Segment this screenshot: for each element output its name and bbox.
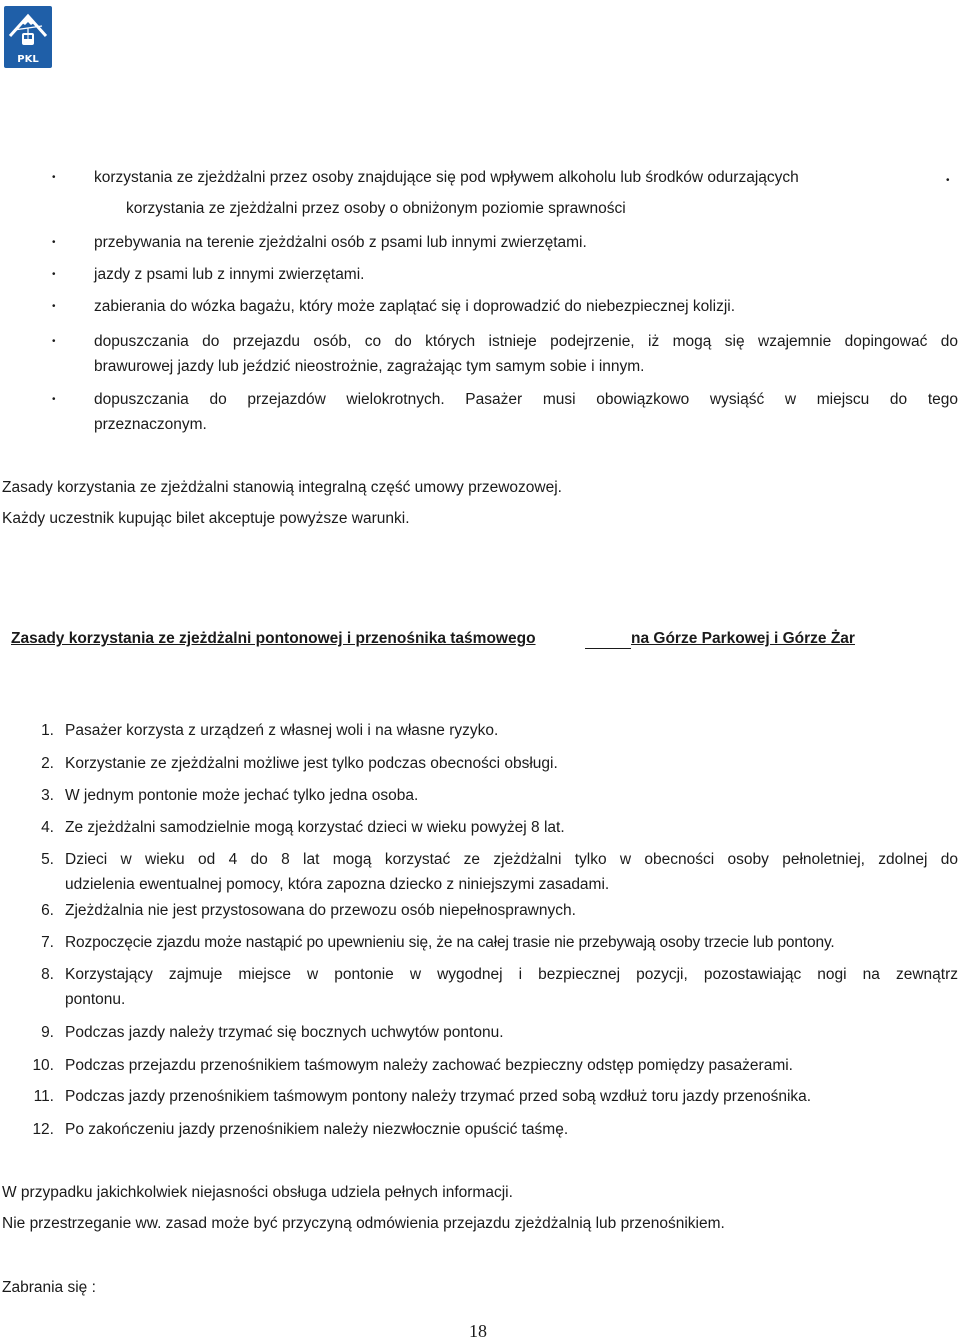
rule-number: 8. (41, 966, 54, 983)
rule-number: 7. (41, 934, 54, 951)
bullet-marker: • (52, 394, 56, 405)
rule-number: 11. (33, 1088, 54, 1105)
bullet-item: przebywania na terenie zjeżdżalni osób z psami lub innymi zwierzętami. (94, 234, 587, 251)
summary-line: Każdy uczestnik kupując bilet akceptuje powyższe warunki. (2, 510, 410, 527)
rule-text: Po zakończeniu jazdy przenośnikiem należy niezwłocznie opuścić taśmę. (65, 1121, 569, 1138)
title-underline-gap (585, 648, 631, 649)
bullet-marker: • (52, 301, 56, 312)
rule-number: 12. (32, 1121, 54, 1138)
section-title-part2: na Górze Parkowej i Górze Żar (631, 630, 855, 647)
rule-number: 9. (41, 1024, 54, 1041)
rule-text: Korzystający zajmuje miejsce w pontonie w wygodnej i bezpiecznej pozycji, pozostawiając nogi na zewnątrz (65, 966, 958, 983)
page-number: 18 (469, 1321, 487, 1341)
summary-line: Zasady korzystania ze zjeżdżalni stanowią integralną część umowy przewozowej. (2, 479, 562, 496)
footer-line: Zabrania się : (2, 1279, 96, 1296)
bullet-marker: • (52, 336, 56, 347)
footer-line: W przypadku jakichkolwiek niejasności obsługa udziela pełnych informacji. (2, 1184, 513, 1201)
bullet-marker: • (52, 172, 56, 183)
bullet-item: dopuszczania do przejazdu osób, co do których istnieje podejrzenie, iż mogą się wzajemnie dopingować do (94, 333, 958, 350)
rule-text: Zjeżdżalnia nie jest przystosowana do przewozu osób niepełnosprawnych. (65, 902, 576, 919)
rule-text: Pasażer korzysta z urządzeń z własnej woli i na własne ryzyko. (65, 722, 499, 739)
rule-text: Ze zjeżdżalni samodzielnie mogą korzystać dzieci w wieku powyżej 8 lat. (65, 819, 565, 836)
rule-text-continuation: udzielenia ewentualnej pomocy, która zapozna dziecko z niniejszymi zasadami. (65, 876, 610, 893)
bullet-item-continuation: brawurowej jazdy lub jeździć nieostrożnie, zagrażając tym samym sobie i innym. (94, 358, 645, 375)
rule-text: Podczas jazdy przenośnikiem taśmowym pontony należy trzymać przed sobą wzdłuż toru jazdy przenośnika. (65, 1088, 812, 1105)
mountain-gondola-icon (4, 6, 52, 54)
rule-text-continuation: pontonu. (65, 991, 126, 1008)
rule-number: 2. (41, 755, 54, 772)
rule-number: 10. (32, 1057, 54, 1074)
bullet-item-continuation: przeznaczonym. (94, 416, 207, 433)
rule-text: W jednym pontonie może jechać tylko jedna osoba. (65, 787, 419, 804)
rule-text: Korzystanie ze zjeżdżalni możliwe jest tylko podczas obecności obsługi. (65, 755, 558, 772)
rule-text: Podczas jazdy należy trzymać się bocznych uchwytów pontonu. (65, 1024, 504, 1041)
rule-text: Podczas przejazdu przenośnikiem taśmowym należy zachować bezpieczny odstęp pomiędzy pasażerami. (65, 1057, 793, 1074)
section-title-part1: Zasady korzystania ze zjeżdżalni pontonowej i przenośnika taśmowego (11, 630, 536, 647)
rule-number: 4. (41, 819, 54, 836)
bullet-item: jazdy z psami lub z innymi zwierzętami. (94, 266, 365, 283)
bullet-marker: • (52, 269, 56, 280)
logo-text: PKL (17, 54, 39, 65)
rule-number: 5. (41, 851, 54, 868)
rule-number: 3. (41, 787, 54, 804)
bullet-item: dopuszczania do przejazdów wielokrotnych. Pasażer musi obowiązkowo wysiąść w miejscu do tego (94, 391, 958, 408)
pkl-logo (4, 6, 52, 68)
rule-text: Rozpoczęcie zjazdu może nastąpić po upewnieniu się, że na całej trasie nie przebywają osoby trzecie lub pontony. (65, 934, 835, 951)
bullet-marker: • (946, 175, 950, 186)
rule-text: Dzieci w wieku od 4 do 8 lat mogą korzystać ze zjeżdżalni tylko w obecności osoby pełnoletniej, zdolnej do (65, 851, 958, 868)
rule-number: 1. (41, 722, 54, 739)
bullet-item: korzystania ze zjeżdżalni przez osoby znajdujące się pod wpływem alkoholu lub środków odurzających (94, 169, 799, 186)
bullet-item: zabierania do wózka bagażu, który może zaplątać się i doprowadzić do niebezpiecznej kolizji. (94, 298, 736, 315)
rule-number: 6. (41, 902, 54, 919)
footer-line: Nie przestrzeganie ww. zasad może być przyczyną odmówienia przejazdu zjeżdżalnią lub przenośnikiem. (2, 1215, 725, 1232)
bullet-marker: • (52, 237, 56, 248)
bullet-item: korzystania ze zjeżdżalni przez osoby o obniżonym poziomie sprawności (126, 200, 626, 217)
